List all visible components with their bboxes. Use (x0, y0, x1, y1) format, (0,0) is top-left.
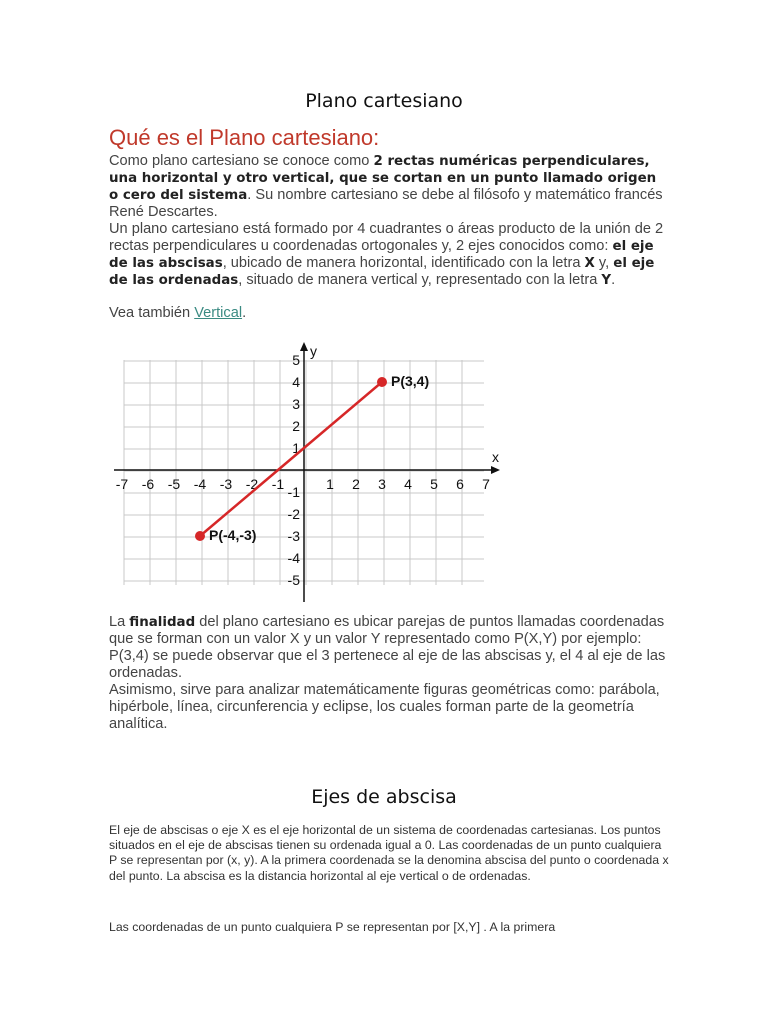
paragraph-abscisa: El eje de abscisas o eje X es el eje horizontal de un sistema de coordenadas cartesianas. Los puntos situados en el eje de abscisas tienen su ordenada igual a 0. Las coordenadas de un punto cualquiera P se representan por (x, y). A la primera coordenada se la denomina abscisa del punto o coordenada x del punto. La abscisa es la distancia horizontal al eje vertical o de ordenadas. (109, 823, 669, 883)
bold-run: X (584, 256, 595, 271)
bold-run: el eje de las ordenadas (109, 256, 655, 288)
point-label: P(3,4) (391, 373, 430, 389)
x-tick-label: -4 (193, 476, 207, 492)
text-run: del plano cartesiano es ubicar parejas de puntos llamadas coordenadas que se forman con un valor X y un valor Y representado como P(X,Y) por ejemplo: P(3,4) se puede observar que el 3 pertenece al eje de las abscisas y, el 4 al eje de las ordenadas. (109, 614, 666, 681)
paragraph-quadrants (109, 221, 669, 289)
chart-svg (110, 340, 510, 610)
section-title-abscisa: Ejes de abscisa (311, 786, 457, 808)
paragraph-purpose (109, 614, 669, 682)
x-tick-label: -2 (245, 476, 259, 492)
y-tick-label: -4 (287, 550, 300, 566)
x-axis-arrow (491, 466, 500, 474)
x-tick-label: 7 (482, 476, 490, 492)
y-tick-label: 2 (292, 418, 300, 434)
document-title: Plano cartesiano (305, 90, 463, 112)
x-tick-label: -6 (141, 476, 155, 492)
x-tick-label: 2 (352, 476, 360, 492)
text-run: , situado de manera vertical y, representado con la letra (238, 272, 602, 288)
y-tick-label: 5 (292, 352, 300, 368)
text-run: , ubicado de manera horizontal, identificado con la letra (222, 255, 585, 271)
y-tick-label: 3 (292, 396, 300, 412)
text-run: La (109, 614, 130, 630)
y-tick-label: -2 (287, 506, 300, 522)
text-run: . (242, 305, 247, 321)
bold-run: 2 rectas numéricas perpendiculares, una horizontal y otro vertical, que se cortan en un punto llamado origen o cero del sistema (109, 154, 657, 203)
text-run: y, (594, 255, 614, 271)
x-tick-label: -1 (271, 476, 285, 492)
x-tick-label: 5 (430, 476, 438, 492)
bold-run: el eje de las abscisas (109, 239, 654, 271)
text-run: . (611, 272, 616, 288)
text-run: Vea también (109, 305, 195, 321)
text-run: . Su nombre cartesiano se debe al filósofo y matemático francés René Descartes. (109, 187, 663, 220)
x-tick-label: 1 (326, 476, 334, 492)
cartesian-chart (110, 340, 510, 610)
vertical-link[interactable]: Vertical (194, 305, 243, 321)
x-axis-label: x (492, 449, 499, 465)
x-tick-label: 4 (404, 476, 412, 492)
paragraph-coordinates: Las coordenadas de un punto cualquiera P se representan por [X,Y] . A la primera (109, 920, 556, 934)
y-tick-label: -1 (287, 484, 300, 500)
y-tick-label: -3 (287, 528, 300, 544)
section-heading: Qué es el Plano cartesiano: (109, 125, 380, 150)
bold-run: Y (601, 273, 612, 288)
point-label: P(-4,-3) (209, 527, 257, 543)
x-tick-label: -5 (167, 476, 181, 492)
y-axis-arrow (300, 342, 308, 351)
text-run: Como plano cartesiano se conoce como (109, 153, 374, 169)
x-tick-label: 6 (456, 476, 464, 492)
y-tick-label: 4 (292, 374, 300, 390)
text-run: Un plano cartesiano está formado por 4 cuadrantes o áreas producto de la unión de 2 rectas perpendiculares u coordenadas ortogonales y, 2 ejes conocidos como: (109, 221, 664, 254)
y-tick-label: 1 (292, 440, 300, 456)
y-axis-label: y (310, 343, 317, 359)
bold-run: finalidad (129, 615, 196, 630)
x-tick-label: -7 (115, 476, 129, 492)
paragraph-see-also (109, 305, 669, 322)
y-tick-label: -5 (287, 572, 300, 588)
x-tick-label: 3 (378, 476, 386, 492)
paragraph-intro (109, 153, 669, 221)
data-point (195, 531, 205, 541)
data-point (377, 377, 387, 387)
paragraph-figures: Asimismo, sirve para analizar matemáticamente figuras geométricas como: parábola, hipérbole, línea, circunferencia y eclipse, los cuales forman parte de la geometría analítica. (109, 682, 660, 732)
x-tick-label: -3 (219, 476, 233, 492)
